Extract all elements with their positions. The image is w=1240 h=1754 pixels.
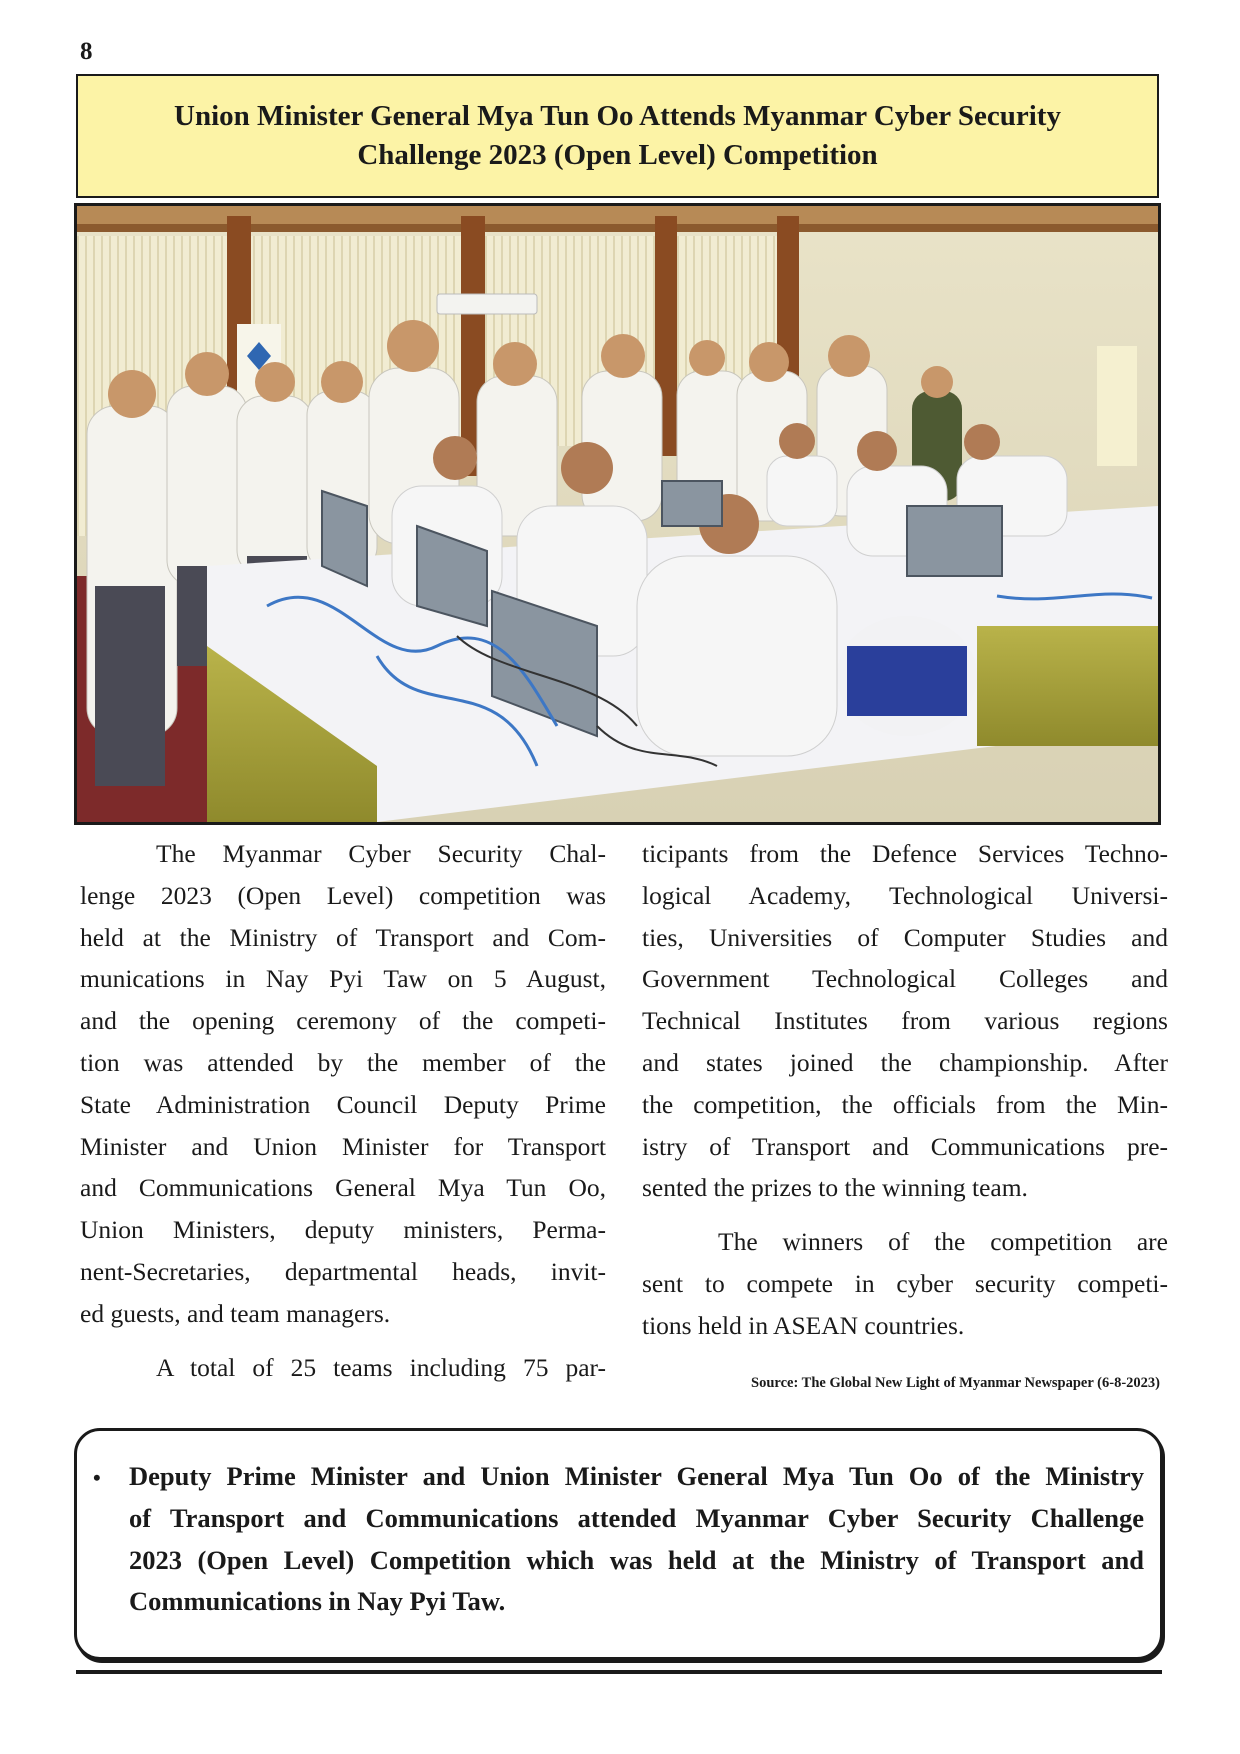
article-line: tion was attended by the member of the (80, 1047, 606, 1077)
article-line: The Myanmar Cyber Security Chal- (156, 839, 606, 868)
article-line: ed guests, and team managers. (80, 1298, 391, 1328)
source-credit: Source: The Global New Light of Myanmar Newspaper (6-8-2023) (751, 1375, 1160, 1391)
article-line: State Administration Council Deputy Prime (80, 1089, 606, 1119)
summary-line: Deputy Prime Minister and Union Minister General Mya Tun Oo of the Ministry (129, 1461, 1144, 1491)
article-line: Minister and Union Minister for Transport (80, 1131, 606, 1161)
article-line: istry of Transport and Communications pre- (642, 1131, 1168, 1161)
article-line: Union Ministers, deputy ministers, Perma- (80, 1215, 606, 1245)
summary-line: of Transport and Communications attended Myanmar Cyber Security Challenge (129, 1502, 1144, 1533)
page-number: 8 (80, 38, 93, 65)
event-photo (74, 203, 1161, 825)
summary-box (74, 1428, 1163, 1660)
article-line: ties, Universities of Computer Studies and (642, 922, 1168, 952)
article-line: and states joined the championship. After (642, 1047, 1168, 1077)
article-line: nent-Secretaries, departmental heads, invit- (80, 1256, 606, 1286)
footer-rule (76, 1670, 1162, 1674)
article-line: sented the prizes to the winning team. (642, 1173, 1028, 1203)
article-title-line-1: Union Minister General Mya Tun Oo Attends Myanmar Cyber Security (174, 100, 1061, 132)
bullet-point: • (93, 1465, 101, 1490)
article-line: and Communications General Mya Tun Oo, (80, 1173, 606, 1203)
article-line: Technical Institutes from various regions (642, 1006, 1168, 1036)
article-line: and the opening ceremony of the competi- (80, 1006, 606, 1036)
article-line: sent to compete in cyber security competi- (642, 1268, 1168, 1298)
article-line: ticipants from the Defence Services Techno- (642, 839, 1168, 868)
article-line: A total of 25 teams including 75 par- (156, 1352, 606, 1382)
article-line: lenge 2023 (Open Level) competition was (80, 880, 606, 910)
article-left-column (80, 833, 606, 1388)
article-line: munications in Nay Pyi Taw on 5 August, (80, 964, 606, 994)
article-right-column (642, 833, 1168, 1347)
article-line: The winners of the competition are (718, 1227, 1168, 1257)
summary-line: 2023 (Open Level) Competition which was held at the Ministry of Transport and (129, 1544, 1144, 1575)
article-line: Government Technological Colleges and (642, 964, 1168, 994)
summary-line: Communications in Nay Pyi Taw. (129, 1586, 506, 1617)
article-line: tions held in ASEAN countries. (642, 1310, 965, 1340)
article-line: held at the Ministry of Transport and Com- (80, 922, 606, 952)
article-line: the competition, the officials from the Min- (642, 1089, 1168, 1119)
article-line: logical Academy, Technological Universi- (642, 880, 1168, 910)
article-title-line-2: Challenge 2023 (Open Level) Competition (357, 139, 878, 171)
article-title-box (76, 74, 1159, 198)
